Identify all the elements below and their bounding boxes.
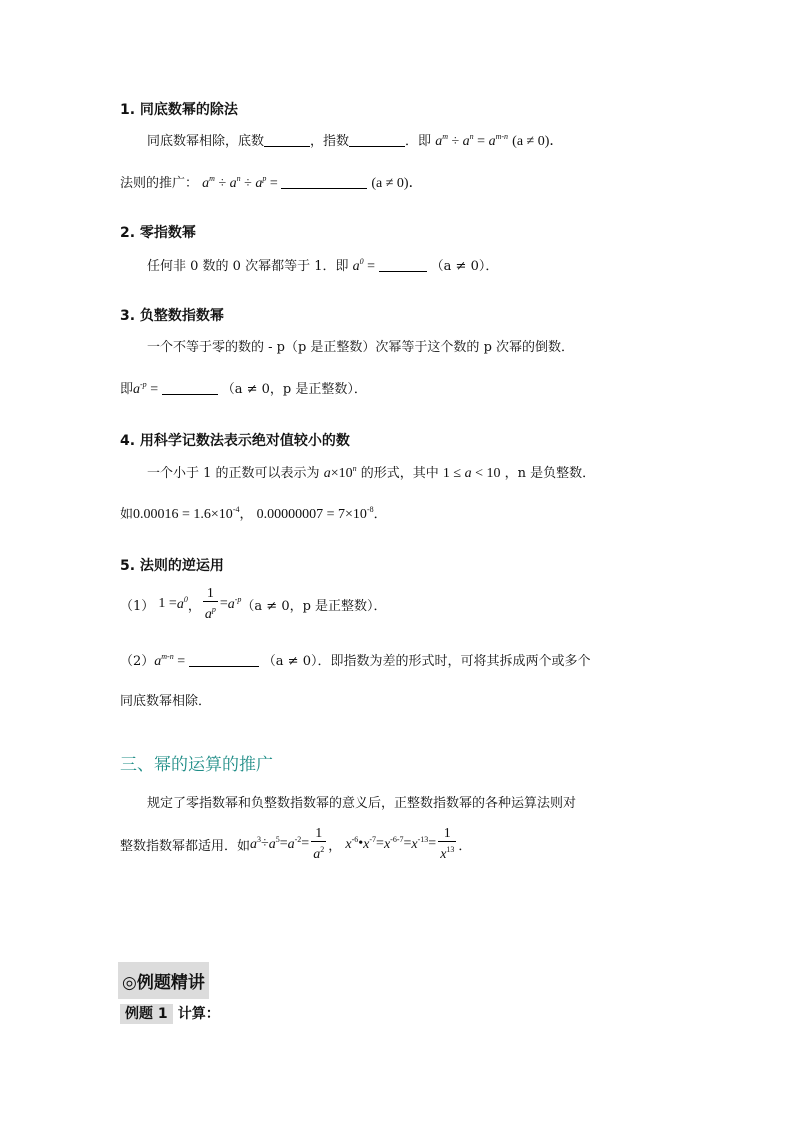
section-4-heading: 4. 用科学记数法表示绝对值较小的数 — [120, 433, 350, 449]
section-4-line-1: 一个小于 1 的正数可以表示为 $a\times 10^n$ 的形式，其中 1 ≤ a < 10 ，n 是负整数． — [147, 464, 596, 481]
example-1-text: 计算： — [177, 1006, 220, 1022]
section-4-line-2: 如$0.00016 = 1.6\times 10^{-4}$， $0.00000007 = 7\times 10^{-8}$． — [120, 505, 387, 522]
section-2-heading: 2. 零指数幂 — [120, 225, 196, 241]
section-5-heading: 5. 法则的逆运用 — [120, 558, 224, 574]
section-3-heading: 3. 负整数指数幂 — [120, 308, 224, 324]
example-1-tag: 例题 1 — [120, 1004, 173, 1024]
section-2-line-1: 任何非 0 数的 0 次幂都等于 1．即 $a^0 = (a \ne 0)$． — [147, 257, 499, 274]
section-1-line-2: 法则的推广： $a^m \div a^n \div a^p = (a \ne 0)$． — [120, 174, 423, 191]
examples-title: ◎例题精讲 — [118, 962, 209, 999]
section-3-line-2: 即$a^{-p} = (a \ne 0$，p 是正整数）． — [120, 380, 367, 397]
section-5-line-3: 同底数幂相除． — [120, 694, 212, 709]
section-5-line-2: $(2)a^{m-n} = (a \ne 0)$．即指数为差的形式时，可将其拆成两个或多个 — [120, 652, 591, 669]
section-5-line-1: （1） 1 = $a^0$ ， $\frac{1}{a^p}$ = $a^{-p}$ （a ≠ 0，p 是正整数）． — [120, 586, 387, 622]
section-3-cn-line-1: 规定了零指数幂和负整数指数幂的意义后，正整数指数幂的各种运算法则对 — [147, 796, 577, 811]
section-3-line-1: 一个不等于零的数的 - p（p 是正整数）次幂等于这个数的 p 次幂的倒数． — [147, 340, 575, 355]
section-1-heading: 1. 同底数幂的除法 — [120, 102, 238, 118]
section-1-line-1: 同底数幂相除，底数 ，指数 ．即 $a^m \div a^n = a^{m-n}$ (a ≠ 0)． — [147, 132, 564, 149]
section-3-cn-heading: 三、幂的运算的推广 — [120, 755, 273, 775]
example-1-line — [120, 1003, 220, 1023]
section-3-cn-line-2: 整数指数幂都适用．如 $a^3$ ÷ $a^5$ = $a^{-2}$ = $\frac{1}{a^2}$ ， $x^{-6}$ • $x^{-7}$ = $x^{-6-7}$ = $x^{-13}$ = $\frac{1}{x^{13}}$ ． — [120, 826, 472, 862]
